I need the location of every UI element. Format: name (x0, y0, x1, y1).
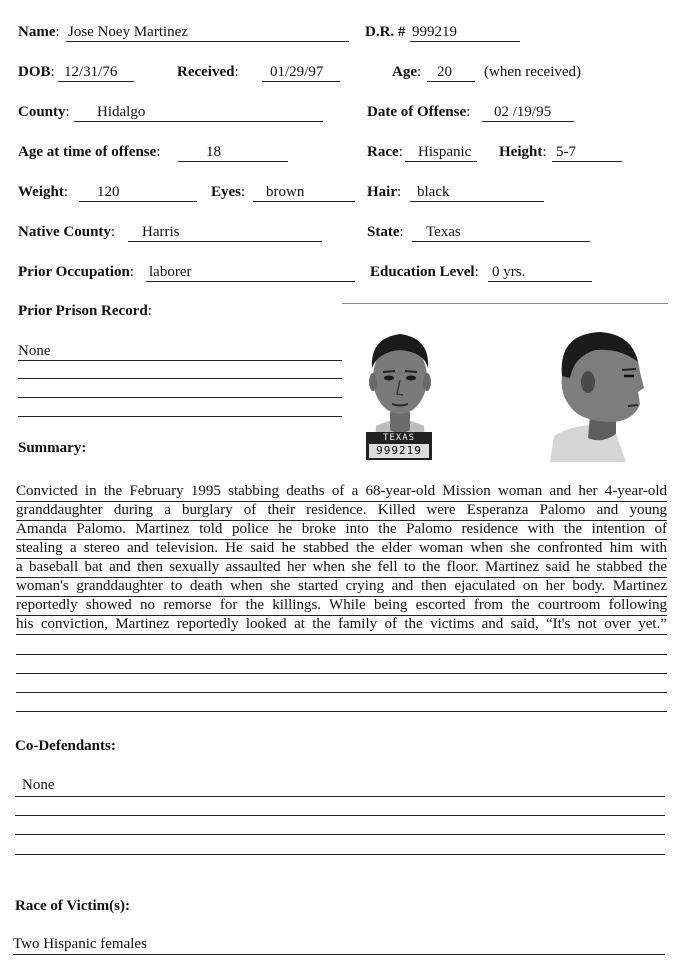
prior-record-value: None (18, 343, 51, 359)
dob-row: DOB: (18, 64, 55, 80)
prior-record-line-4 (18, 416, 342, 417)
received-value: 01/29/97 (270, 64, 324, 80)
age-label: Age (392, 64, 417, 80)
state-underline (412, 241, 590, 242)
date-offense-row: Date of Offense: (367, 104, 471, 120)
codefendants-line-4 (15, 854, 665, 855)
dr-label-wrap (365, 24, 405, 41)
height-value: 5-7 (556, 144, 576, 160)
native-county-label: Native County (18, 224, 111, 240)
height-row: Height: (499, 144, 547, 160)
education-underline (488, 281, 592, 282)
codefendants-line-1 (15, 796, 665, 797)
codefendants-label: Co-Defendants: (15, 738, 116, 754)
prior-occupation-underline (146, 281, 355, 282)
summary-line-6: woman's granddaughter to death when she started crying and then ejaculated on her body. Martinez (16, 576, 667, 597)
prior-record-line-3 (18, 397, 342, 398)
placard-number: 999219 (369, 444, 429, 458)
summary-line-5: a baseball bat and then sexually assaulted her when she fell to the floor. Martinez said he stabbed the (16, 557, 667, 578)
prior-record-row: Prior Prison Record: (18, 303, 152, 319)
name-underline (66, 41, 349, 42)
dr-value: 999219 (412, 24, 457, 40)
date-offense-label: Date of Offense (367, 104, 467, 120)
received-row: Received: (177, 64, 239, 80)
summary-line-1: Convicted in the February 1995 stabbing deaths of a 68-year-old Mission woman and her 4-year-old (16, 481, 667, 502)
summary-blank-line-1 (16, 654, 667, 655)
education-row: Education Level: (370, 264, 479, 280)
age-value: 20 (437, 64, 452, 80)
native-county-underline (128, 241, 322, 242)
eyes-value: brown (266, 184, 305, 200)
summary-line-8: his conviction, Martinez reportedly looked at the family of the victims and said, “It's not over yet.” (16, 614, 667, 635)
front-mugshot (352, 316, 448, 462)
dob-underline (58, 81, 134, 82)
received-underline (262, 81, 340, 82)
prior-occupation-row: Prior Occupation: (18, 264, 134, 280)
county-label: County (18, 104, 66, 120)
height-label: Height (499, 144, 543, 160)
hair-underline (410, 201, 544, 202)
dr-label: D.R. # (365, 24, 406, 40)
prior-record-line-1 (18, 360, 342, 361)
age-row: Age: (392, 64, 422, 80)
prior-occupation-value: laborer (149, 264, 192, 280)
photo-top-rule (342, 303, 668, 304)
victims-value: Two Hispanic females (13, 936, 147, 952)
codefendants-line-3 (15, 834, 665, 835)
hair-value: black (417, 184, 450, 200)
prior-record-label: Prior Prison Record (18, 303, 148, 319)
native-county-value: Harris (142, 224, 180, 240)
native-county-row: Native County: (18, 224, 116, 240)
race-value: Hispanic (418, 144, 472, 160)
summary-blank-line-4 (16, 711, 667, 712)
summary-line-2: granddaughter during a burglary of their residence. Killed were Esperanza Palomo and young (16, 500, 667, 521)
age-offense-value: 18 (206, 144, 221, 160)
summary-line-7: reportedly showed no remorse for the killings. While being escorted from the courtroom following (16, 595, 667, 616)
height-underline (552, 161, 622, 162)
profile-mugshot (540, 316, 660, 462)
hair-label: Hair (367, 184, 397, 200)
summary-line-3: Amanda Palomo. Martinez told police he broke into the Palomo residence with the intention of (16, 519, 667, 540)
summary-label: Summary: (18, 440, 87, 456)
age-offense-label: Age at time of offense (18, 144, 157, 160)
date-offense-underline (482, 121, 574, 122)
dob-label: DOB (18, 64, 51, 80)
eyes-label: Eyes (211, 184, 241, 200)
summary-label-wrap (18, 440, 86, 457)
weight-label: Weight (18, 184, 64, 200)
codefendants-value: None (22, 777, 55, 793)
date-offense-value: 02 /19/95 (494, 104, 552, 120)
prior-record-line-2 (18, 378, 342, 379)
weight-row: Weight: (18, 184, 69, 200)
age-underline (427, 81, 475, 82)
profile-portrait-icon (540, 316, 660, 462)
summary-blank-line-3 (16, 692, 667, 693)
placard (366, 432, 432, 460)
age-offense-row: Age at time of offense: (18, 144, 161, 160)
race-underline (405, 161, 477, 162)
education-value: 0 yrs. (492, 264, 526, 280)
dr-underline (410, 41, 520, 42)
placard-state: TEXAS (382, 433, 416, 443)
weight-value: 120 (97, 184, 120, 200)
summary-line-4: stealing a stereo and television. He said he stabbed the elder woman when she confronted him with (16, 538, 667, 559)
county-row: County: (18, 104, 70, 120)
state-value: Texas (426, 224, 461, 240)
state-row: State: (367, 224, 404, 240)
name-row: Name: (18, 24, 60, 40)
race-row: Race: (367, 144, 403, 160)
hair-row: Hair: (367, 184, 402, 200)
age-note: (when received) (484, 64, 582, 80)
received-label: Received (177, 64, 235, 80)
summary-blank-line-2 (16, 673, 667, 674)
dob-value: 12/31/76 (64, 64, 118, 80)
eyes-row: Eyes: (211, 184, 246, 200)
name-value: Jose Noey Martinez (68, 24, 188, 40)
victims-label-wrap (15, 898, 130, 915)
county-value: Hidalgo (97, 104, 146, 120)
education-label: Education Level (370, 264, 475, 280)
name-label: Name (18, 24, 56, 40)
codefendants-label-wrap (15, 738, 116, 755)
victims-label: Race of Victim(s): (15, 898, 130, 914)
state-label: State (367, 224, 400, 240)
prior-occupation-label: Prior Occupation (18, 264, 130, 280)
codefendants-line-2 (15, 815, 665, 816)
victims-line (13, 954, 665, 955)
race-label: Race (367, 144, 399, 160)
county-underline (74, 121, 323, 122)
age-offense-underline (178, 161, 288, 162)
eyes-underline (253, 201, 355, 202)
weight-underline (79, 201, 197, 202)
